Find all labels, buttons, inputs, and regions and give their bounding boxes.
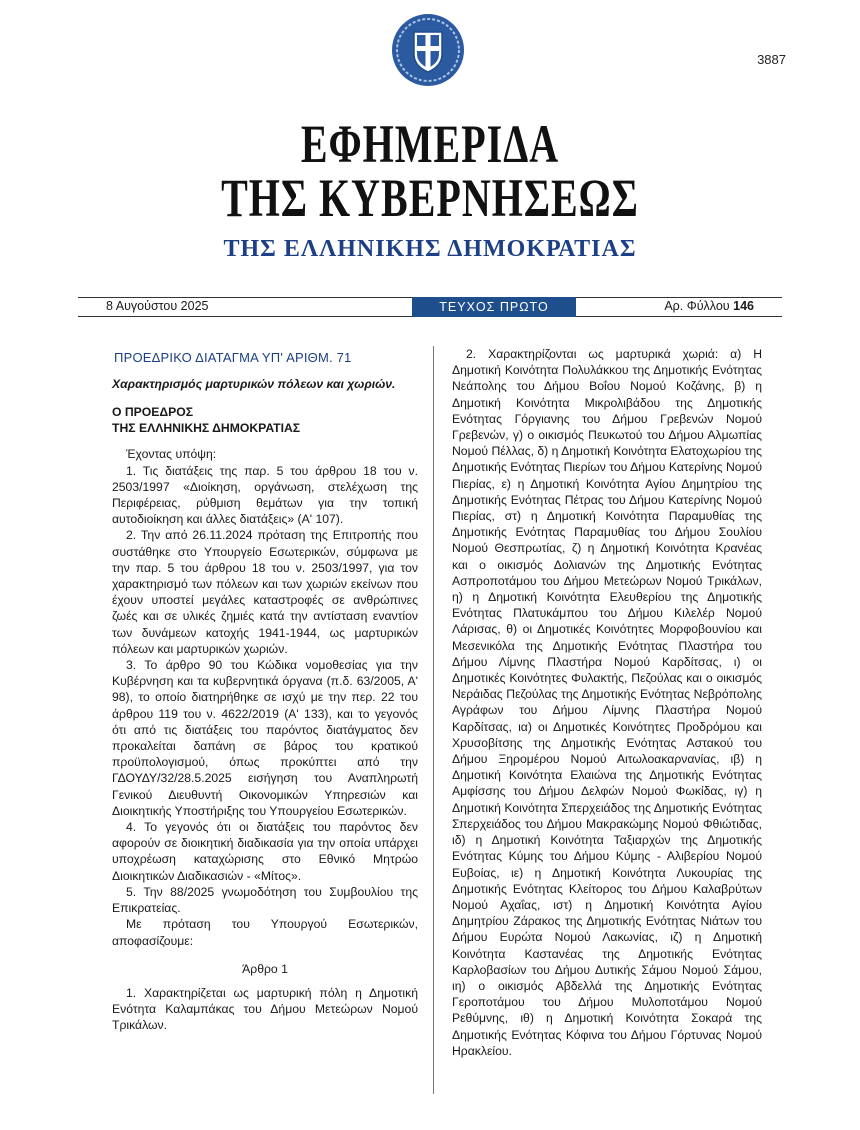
masthead-subtitle: ΤΗΣ ΕΛΛΗΝΙΚΗΣ ΔΗΜΟΚΡΑΤΙΑΣ — [223, 236, 637, 262]
president-heading — [112, 404, 418, 436]
consideration-item: 4. Το γεγονός ότι οι διατάξεις του παρόντος δεν αφορούν σε διοικητική διαδικασία για την οποία υπάρχει υποχρέωση καταχώρισης στο Εθνικό Μητρώο Διοικητικών Διαδικασιών - «Μίτος». — [112, 820, 418, 883]
considering-intro: Έχοντας υπόψη: — [126, 447, 217, 462]
issue-info-bar — [78, 297, 782, 317]
masthead-title-line2: ΤΗΣ ΚΥΒΕΡΝΗΣΕΩΣ — [221, 167, 639, 229]
consideration-item: 5. Την 88/2025 γνωμοδότηση του Συμβουλίου της Επικρατείας. — [112, 884, 418, 916]
article-paragraph-2: 2. Χαρακτηρίζονται ως μαρτυρικά χωριά: α) Η Δημοτική Κοινότητα Πολυλάκκου της Δημοτικής Ενότητας Νεάπολης του Δήμου Βοΐου Νομού Κοζάνης, β) η Δημοτική Κοινότητα Μικρολιβάδου της Δημοτικής Ενότητας Γόργιανης του Δήμου Γρεβενών Νομού Γρεβενών, γ) ο οικισμός Πευκωτού του Δήμου Αλμωπίας Νομού Πέλλας, δ) η Δημοτική Κοινότητα Ελατοχωρίου της Δημοτικής Ενότητας Πιερίων του Δήμου Κατερίνης Νομού Πιερίας, ε) η Δημοτική Κοινότητα Αγίου Δημητρίου της Δημοτικής Ενότητας Πέτρας του Δήμου Κατερίνης Νομού Πιερίας, στ) η Δημοτική Κοινότητα Παραμυθίας της Δημοτικής Ενότητας Παραμυθίας του Δήμου Σουλίου Νομού Θεσπρωτίας, ζ) η Δημοτική Κοινότητα Κρανέας και ο οικισμός Δολιανών της Δημοτικής Ενότητας Ασπροποτάμου του Δήμου Μετεώρων Νομού Τρικάλων, η) η Δημοτική Κοινότητα Ελευθερίου της Δημοτικής Ενότητας Πλατυκάμπου του Δήμου Κιλελέρ Νομού Λάρισας, θ) οι Δημοτικές Κοινότητες Μορφοβουνίου και Μεσενικόλα της Δημοτικής Ενότητας Πλαστήρα του Δήμου Λίμνης Πλαστήρα Νομού Καρδίτσας, ι) οι Δημοτικές Κοινότητες Φυλακτής, Πεζούλας και ο οικισμός Νεράιδας Πεζούλας της Δημοτικής Ενότητας Νεβρόπολης Αγράφων του Δήμου Λίμνης Πλαστήρα Νομού Καρδίτσας, ια) οι Δημοτικές Κοινότητες Προδρόμου και Χρυσοβίτσης της Δημοτικής Ενότητας Αστακού του Δήμου Ξηρομέρου Νομού Αιτωλοακαρνανίας, ιβ) η Δημοτική Κοινότητα Ελαιώνα της Δημοτικής Ενότητας Αμφίσσης του Δήμου Δελφών Νομού Φωκίδας, ιγ) η Δημοτική Κοινότητα Σπερχειάδος της Δημοτικής Ενότητας Σπερχειάδος του Δήμου Μακρακώμης Νομού Φθιώτιδας, ιδ) η Δημοτική Κοινότητα Ταξιαρχών της Δημοτικής Ενότητας Κύμης του Δήμου Κύμης - Αλιβερίου Νομού Ευβοίας, ιε) η Δημοτική Κοινότητα Λυκουρίας της Δημοτικής Ενότητας Κλείτορος του Δήμου Καλαβρύτων Νομού Αχαΐας, ιστ) η Δημοτική Κοινότητα Αγίου Δημητρίου Ζάρακος της Δημοτικής Ενότητας Νιάτων του Δήμου Ευρώτα Νομού Λακωνίας, ιζ) η Δημοτική Κοινότητα Καστανέας της Δημοτικής Ενότητας Καρλοβασίων του Δήμου Δυτικής Σάμου Νομού Σάμου, ιη) ο οικισμός Αβδελλά της Δημοτικής Ενότητας Γεροποτάμου του Δήμου Μυλοποτάμου Νομού Ρεθύμνης, ιθ) η Δημοτική Κοινότητα Σοκαρά της Δημοτικής Ενότητας Κόφινα του Δήμου Γόρτυνας Νομού Ηρακλείου. — [452, 347, 762, 1058]
sheet-number-value: 146 — [733, 299, 754, 313]
masthead-title-line1: ΕΦΗΜΕΡΙΔΑ — [300, 113, 560, 175]
consideration-item: 1. Τις διατάξεις της παρ. 5 του άρθρου 18 του ν. 2503/1997 «Διοίκηση, οργάνωση, στελέχωση της Περιφέρειας, ρύθμιση θεμάτων για την τοπική αυτοδιοίκηση και άλλες διατάξεις» (Α' 107). — [112, 463, 418, 527]
article-heading: Άρθρο 1 — [242, 961, 288, 976]
greek-coat-of-arms-icon — [390, 12, 466, 88]
proposal-text: Με πρόταση του Υπουργού Εσωτερικών, αποφασίζουμε: — [112, 917, 418, 948]
page-number: 3887 — [757, 52, 786, 67]
decree-subject: Χαρακτηρισμός μαρτυρικών πόλεων και χωριών. — [112, 377, 396, 392]
sheet-number — [664, 299, 754, 313]
column-divider — [433, 346, 434, 1094]
consideration-item: 3. Το άρθρο 90 του Κώδικα νομοθεσίας για την Κυβέρνηση και τα κυβερνητικά όργανα (π.δ. 63/2005, Α' 98), το οποίο διατηρήθηκε σε ισχύ με την περ. 22 του άρθρου 119 του ν. 4622/2019 (Α' 133), και το γεγονός ότι από τις διατάξεις του παρόντος διατάγματος δεν προκαλείται δαπάνη σε βάρος του κρατικού προϋπολογισμού, όπως προκύπτει από την ΓΔΟΥΔΥ/32/28.5.2025 εισήγηση του Αναπληρωτή Γενικού Διευθυντή Οικονομικών Υπηρεσιών και Διοικητικής Υποστήριξης του Υπουργείου Εσωτερικών. — [112, 658, 418, 818]
right-column — [452, 346, 762, 1059]
issue-series: ΤΕΥΧΟΣ ΠΡΩΤΟ — [412, 297, 576, 317]
issue-date: 8 Αυγούστου 2025 — [106, 299, 209, 313]
consideration-item: 2. Την από 26.11.2024 πρόταση της Επιτροπής που συστάθηκε στο Υπουργείο Εσωτερικών, σύμφωνα με την παρ. 5 του άρθρου 18 του ν. 2503/1997, για τον χαρακτηρισμό των πόλεων και των χωριών εκείνων που έχουν υποστεί μεγάλες καταστροφές σε ανθρώπινες ζωές και σε υλικές ζημιές κατά την αντίσταση εναντίον των δυνάμεων κατοχής 1941-1944, ως μαρτυρικών πόλεων και μαρτυρικών χωριών. — [112, 528, 418, 656]
president-line1: Ο ΠΡΟΕΔΡΟΣ — [112, 405, 194, 420]
left-column — [112, 346, 418, 1034]
decree-title: ΠΡΟΕΔΡΙΚΟ ΔΙΑΤΑΓΜΑ ΥΠ' ΑΡΙΘΜ. 71 — [114, 350, 352, 365]
president-line2: ΤΗΣ ΕΛΛΗΝΙΚΗΣ ΔΗΜΟΚΡΑΤΙΑΣ — [112, 421, 301, 436]
article-paragraph-1: 1. Χαρακτηρίζεται ως μαρτυρική πόλη η Δημοτική Ενότητα Καλαμπάκας του Δήμου Μετεώρων Νομού Τρικάλων. — [112, 985, 418, 1033]
sheet-label: Αρ. Φύλλου — [664, 299, 730, 313]
